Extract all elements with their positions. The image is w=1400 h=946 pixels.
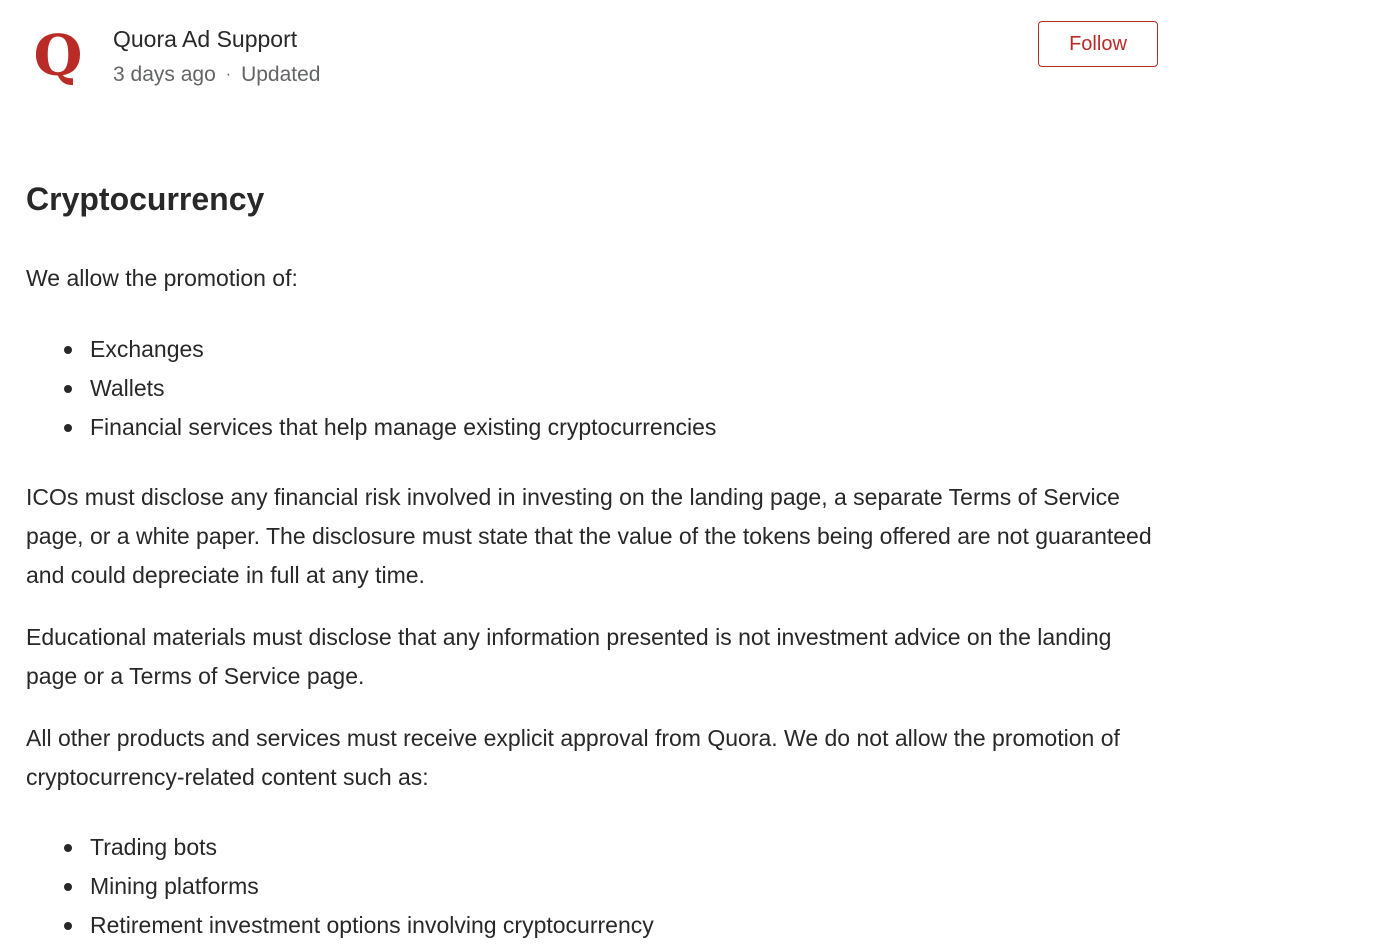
disallowed-list xyxy=(64,828,654,945)
education-paragraph: Educational materials must disclose that any information presented is not investment advice on the landing page or a Terms of Service page. xyxy=(26,624,1112,689)
bullet-icon xyxy=(64,883,72,891)
bullet-icon xyxy=(64,346,72,354)
other-paragraph: All other products and services must receive explicit approval from Quora. We do not allow the promotion of cryptocurrency-related content such as: xyxy=(26,725,1120,790)
list-item xyxy=(64,906,654,945)
list-item-label: Trading bots xyxy=(90,834,217,860)
intro-paragraph: We allow the promotion of: xyxy=(26,265,298,291)
post-status: Updated xyxy=(241,63,321,86)
quora-logo[interactable]: Q xyxy=(33,23,83,89)
bullet-icon xyxy=(64,424,72,432)
list-item-label: Wallets xyxy=(90,375,165,401)
list-item-label: Exchanges xyxy=(90,336,204,362)
post-meta xyxy=(113,61,320,89)
list-item xyxy=(64,369,716,408)
list-item xyxy=(64,408,716,447)
author-name[interactable]: Quora Ad Support xyxy=(113,26,298,52)
bullet-icon xyxy=(64,385,72,393)
post-header xyxy=(0,0,1400,110)
bullet-icon xyxy=(64,844,72,852)
post-timestamp[interactable]: 3 days ago xyxy=(113,63,216,86)
bullet-icon xyxy=(64,922,72,930)
allowed-list xyxy=(64,330,716,447)
list-item-label: Mining platforms xyxy=(90,873,259,899)
article-title: Cryptocurrency xyxy=(26,181,265,217)
list-item xyxy=(64,828,654,867)
list-item xyxy=(64,330,716,369)
follow-button[interactable]: Follow xyxy=(1038,21,1158,67)
meta-separator: · xyxy=(225,66,232,83)
list-item-label: Financial services that help manage existing cryptocurrencies xyxy=(90,414,717,440)
ico-paragraph: ICOs must disclose any financial risk involved in investing on the landing page, a separate Terms of Service page, or a white paper. The disclosure must state that the value of the tokens being offered are not guaranteed and could depreciate in full at any time. xyxy=(26,484,1152,588)
list-item-label: Retirement investment options involving cryptocurrency xyxy=(90,912,654,938)
list-item xyxy=(64,867,654,906)
